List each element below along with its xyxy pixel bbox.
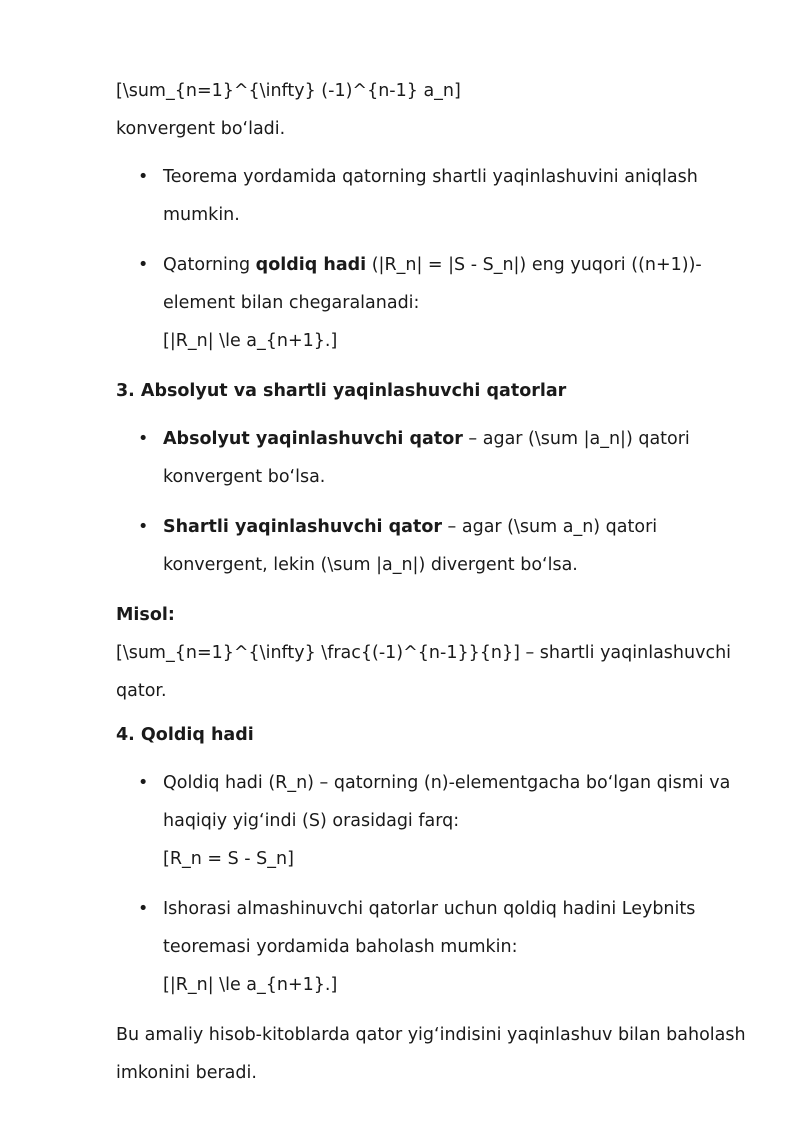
bullet-icon: • [138, 429, 149, 449]
intro-formula: [\sum_{n=1}^{\infty} (-1)^{n-1} a_n] [116, 81, 461, 101]
list-item [116, 764, 756, 878]
example-text: [\sum_{n=1}^{\infty} \frac{(-1)^{n-1}}{n}] – shartli yaqinlashuvchi qator. [116, 643, 732, 701]
list-item-text-post: (|R_n| = |S - S_n|) eng yuqori ((n+1))-element bilan chegaralanadi: [163, 255, 702, 313]
section-heading-3: 3. Absolyut va shartli yaqinlashuvchi qatorlar [116, 381, 567, 401]
bullet-icon: • [138, 517, 149, 537]
list-item-formula: [|R_n| \le a_{n+1}.] [163, 331, 338, 351]
bullet-icon: • [138, 773, 149, 793]
list-item-text-pre: Qatorning [163, 255, 256, 275]
list-item-text: – agar (\sum |a_n|) qatori konvergent bo‘lsa. [163, 429, 690, 487]
list-item-text: – agar (\sum a_n) qatori konvergent, lekin (\sum |a_n|) divergent bo‘lsa. [163, 517, 658, 575]
example-label: Misol: [116, 605, 175, 625]
intro-text: konvergent bo‘ladi. [116, 119, 286, 139]
bullet-icon: • [138, 899, 149, 919]
list-item-text: Ishorasi almashinuvchi qatorlar uchun qoldiq hadini Leybnits teoremasi yordamida baholash mumkin: [163, 899, 696, 957]
list-item-bold-term: Shartli yaqinlashuvchi qator [163, 517, 442, 537]
list-item-text: Teorema yordamida qatorning shartli yaqinlashuvini aniqlash mumkin. [163, 167, 698, 225]
bullet-icon: • [138, 255, 149, 275]
list-item-text: Qoldiq hadi (R_n) – qatorning (n)-elementgacha bo‘lgan qismi va haqiqiy yig‘indi (S) orasidagi farq: [163, 773, 731, 831]
list-item [116, 508, 756, 584]
bullet-list-2 [116, 420, 756, 584]
list-item-formula: [R_n = S - S_n] [163, 849, 294, 869]
bullet-list-3 [116, 764, 756, 1004]
list-item-formula: [|R_n| \le a_{n+1}.] [163, 975, 338, 995]
section-heading-4: 4. Qoldiq hadi [116, 725, 254, 745]
document-page [116, 72, 756, 1092]
list-item [116, 420, 756, 496]
list-item [116, 246, 756, 360]
list-item-bold-term: Absolyut yaqinlashuvchi qator [163, 429, 463, 449]
bullet-list-1 [116, 158, 756, 360]
list-item [116, 890, 756, 1004]
list-item [116, 158, 756, 234]
bullet-icon: • [138, 167, 149, 187]
closing-paragraph: Bu amaliy hisob-kitoblarda qator yig‘indisini yaqinlashuv bilan baholash imkonini beradi. [116, 1025, 746, 1083]
list-item-bold-term: qoldiq hadi [255, 255, 367, 275]
